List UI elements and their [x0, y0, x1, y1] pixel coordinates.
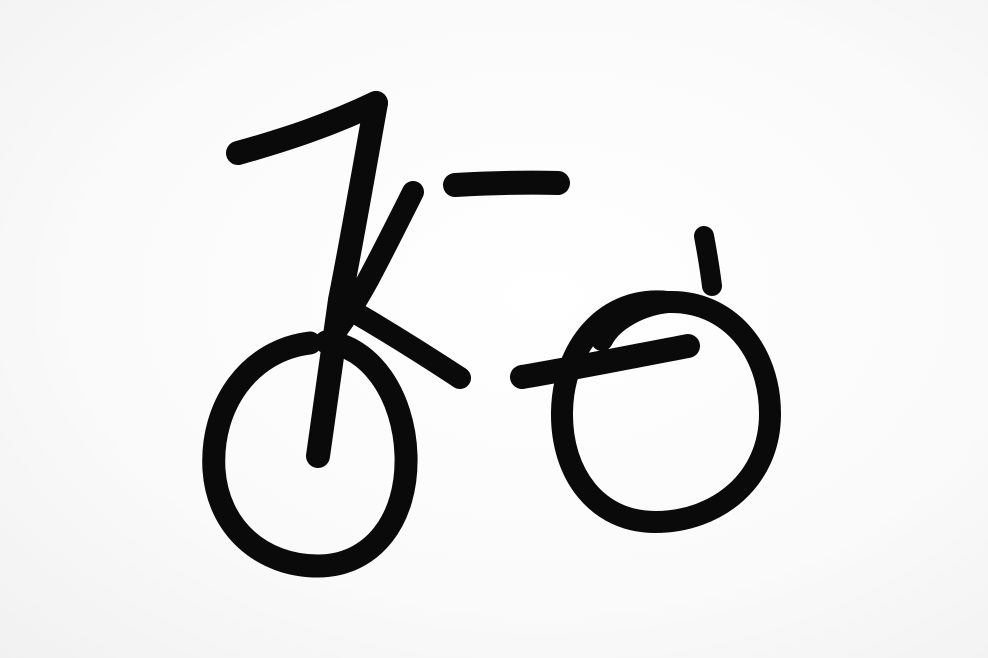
fender-stroke — [704, 236, 712, 286]
chain-stay-stroke — [522, 346, 688, 377]
handlebar-stroke — [238, 103, 376, 153]
bicycle-strokes — [214, 103, 770, 566]
seat-stroke — [455, 183, 558, 185]
rear-wheel-stroke — [562, 301, 770, 522]
